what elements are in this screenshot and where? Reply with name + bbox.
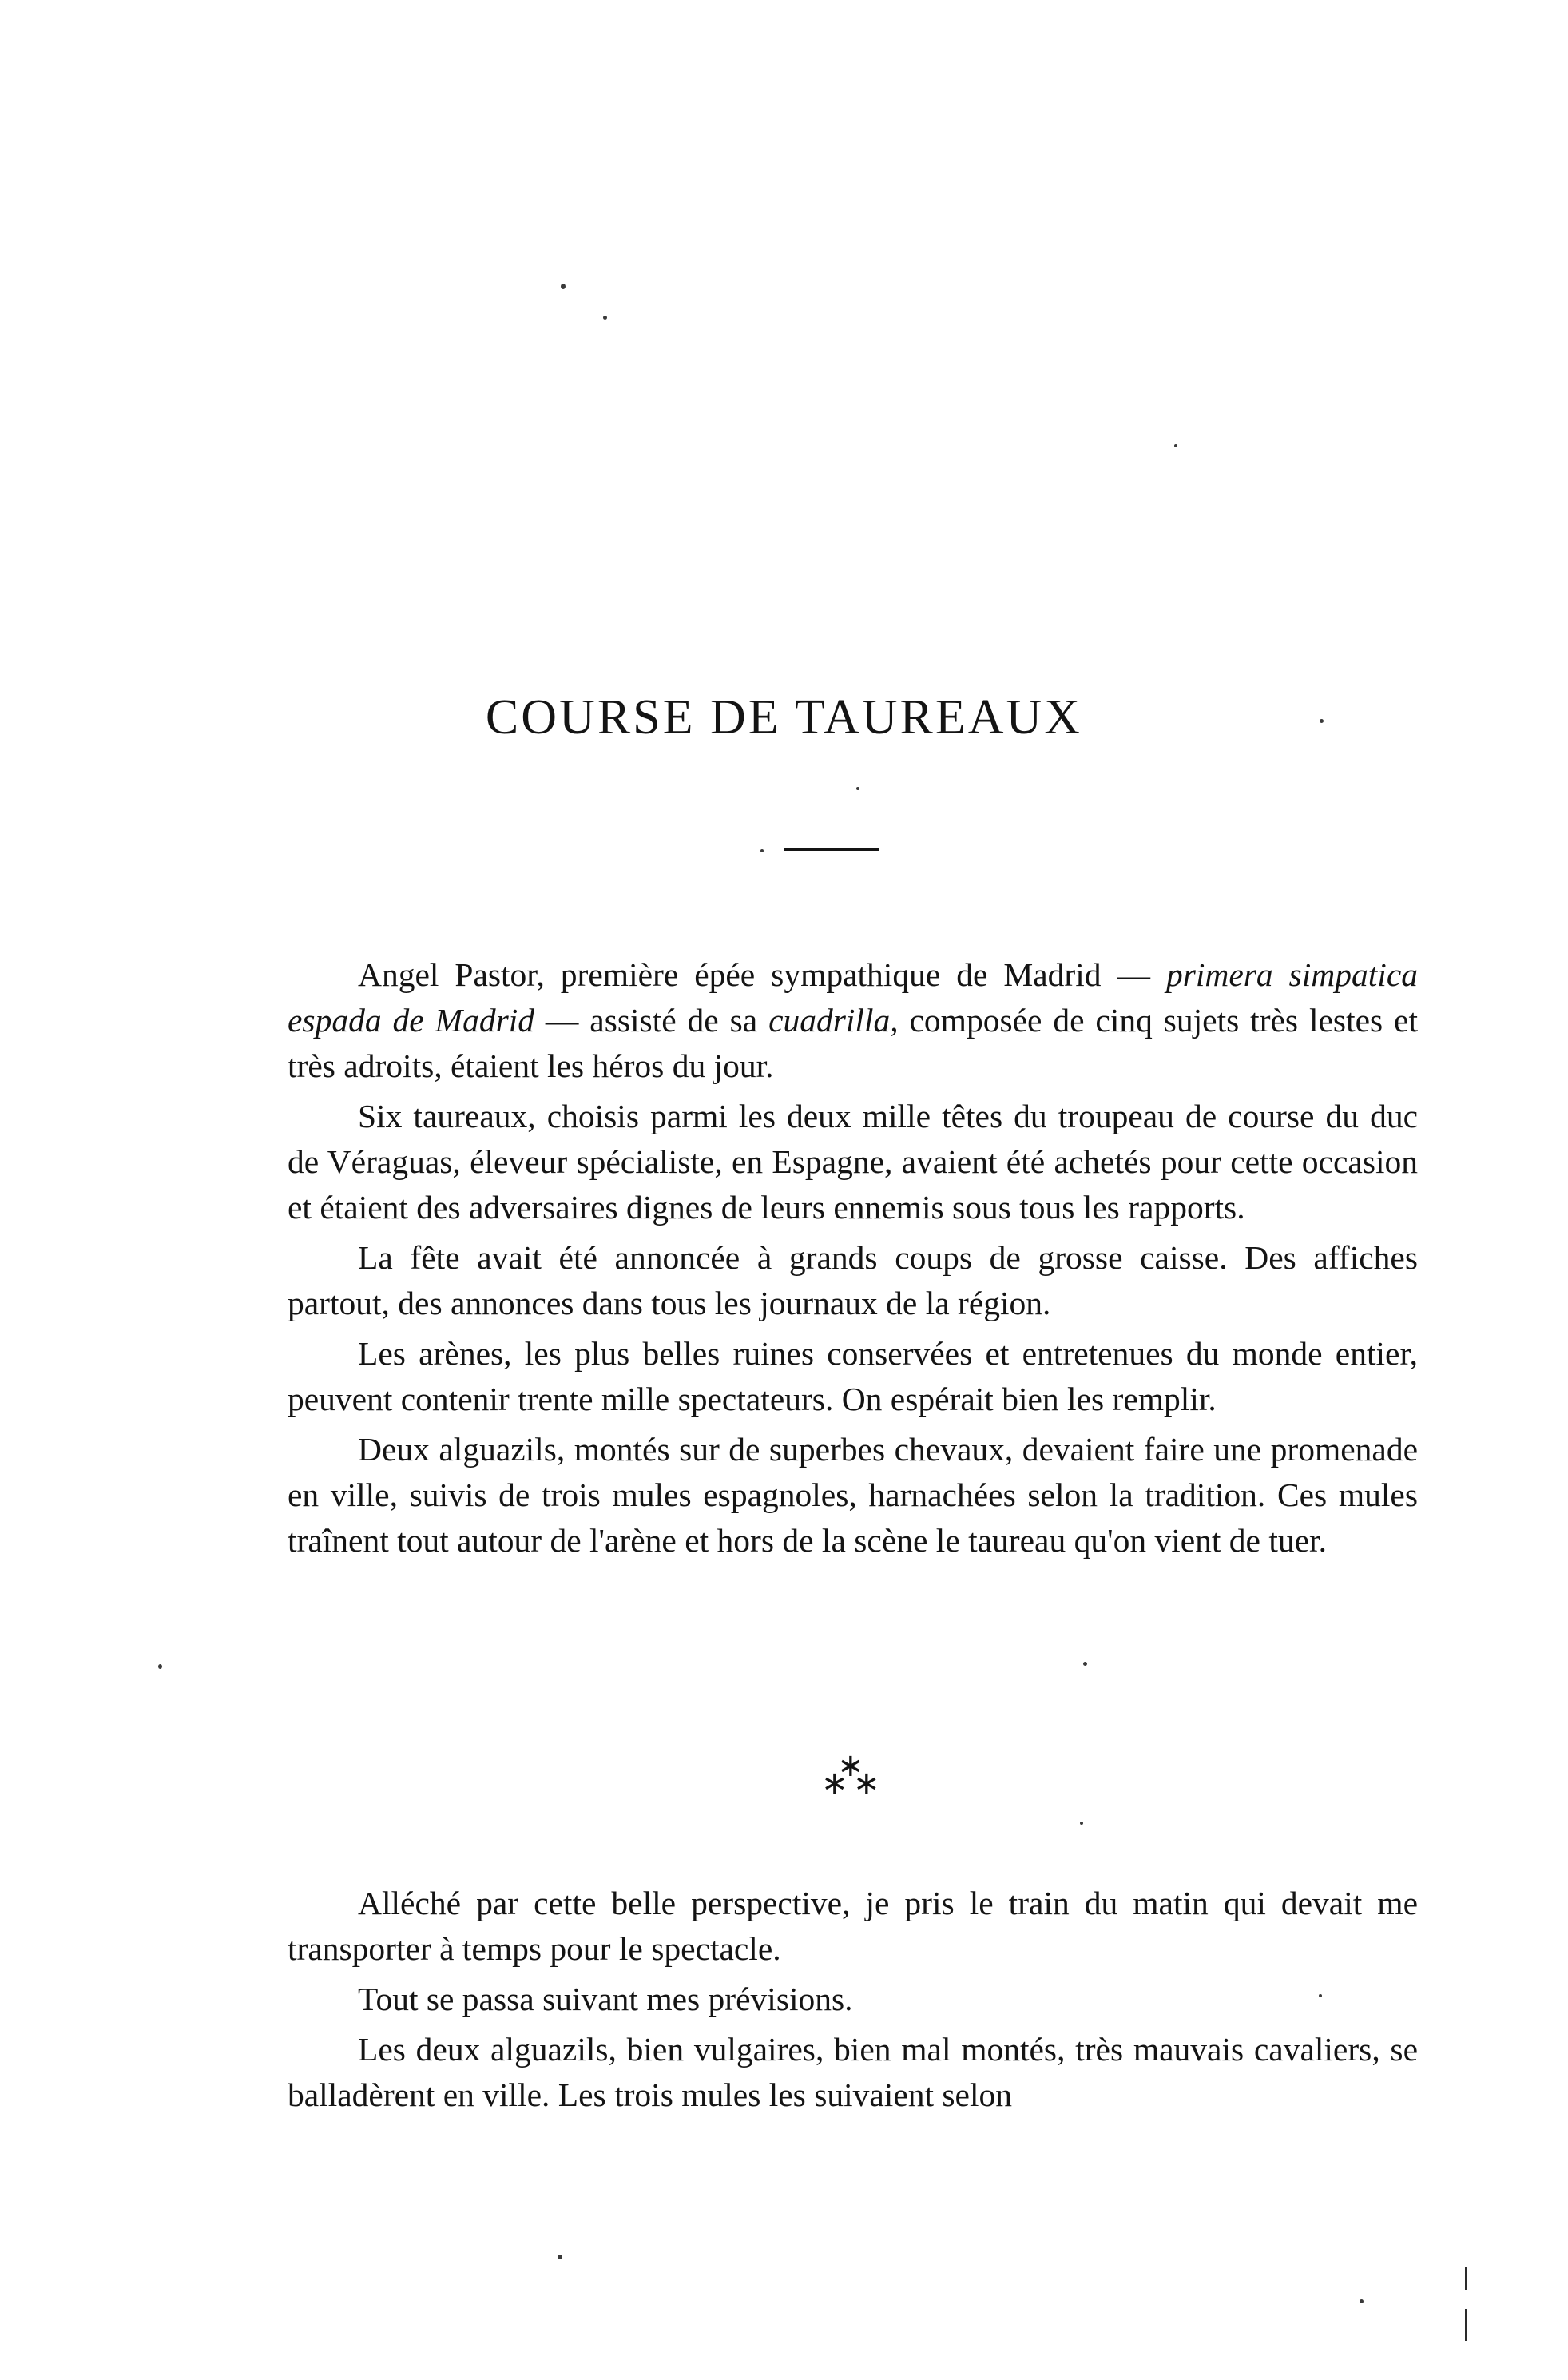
- paragraph-1-italic-a: primera simpatica espada de Madrid: [288, 956, 1418, 1039]
- star-top: ∗: [837, 1747, 864, 1784]
- speck: [856, 787, 859, 790]
- speck: [561, 284, 566, 289]
- paragraph-6: Alléché par cette belle perspective, je pris le train du matin qui devait me transporter à temps pour le spectacle.: [288, 1885, 1418, 1967]
- scan-edge-mark: [1465, 2267, 1467, 2290]
- speck: [1080, 1822, 1083, 1825]
- speck: [760, 849, 764, 852]
- scan-edge-mark: [1465, 2309, 1467, 2341]
- paragraph-3: La fête avait été annoncée à grands coups de grosse caisse. Des affiches partout, des annonces dans tous les journaux de la région.: [288, 1239, 1418, 1321]
- title-rule: [784, 848, 879, 851]
- paragraph-1: [288, 952, 1418, 1089]
- speck: [1083, 1662, 1087, 1666]
- star-right: ∗: [853, 1765, 880, 1802]
- speck: [158, 1664, 162, 1669]
- speck: [1320, 719, 1324, 723]
- speck: [1174, 444, 1177, 447]
- paragraph-1-italic-b: cuadrilla,: [768, 1002, 899, 1039]
- speck: [1319, 1994, 1322, 1997]
- paragraph-1-text-b: — assisté de sa: [545, 1002, 758, 1039]
- speck: [603, 316, 607, 320]
- chapter-title: COURSE DE TAUREAUX: [485, 690, 1083, 745]
- paragraph-7: Tout se passa suivant mes prévisions.: [358, 1981, 853, 2017]
- paragraph-4: Les arènes, les plus belles ruines conservées et entretenues du monde entier, peuvent contenir trente mille spectateurs. On espérait bien les remplir.: [288, 1335, 1418, 1417]
- paragraph-1-text-c: composée de cinq sujets très lestes et très adroits, étaient les héros du jour.: [288, 1002, 1419, 1084]
- star-left: ∗: [821, 1765, 848, 1802]
- speck: [1360, 2299, 1364, 2303]
- paragraph-8: Les deux alguazils, bien vulgaires, bien mal montés, très mauvais cavaliers, se balladèrent en ville. Les trois mules les suivaient selon: [288, 2031, 1418, 2113]
- paragraph-5: Deux alguazils, montés sur de superbes chevaux, devaient faire une promenade en ville, suivis de trois mules espagnoles, harnachées selon la tradition. Ces mules traînent tout autour de l'arène et hors de la scène le taureau qu'on vient de tuer.: [288, 1431, 1418, 1559]
- paragraph-2: Six taureaux, choisis parmi les deux mille têtes du troupeau de course du duc de Véraguas, éleveur spécialiste, en Espagne, avaient été achetés pour cette occasion et étaient des adversaires dignes de leurs ennemis sous tous les rapports.: [288, 1098, 1418, 1226]
- paragraph-1-text-a: Angel Pastor, première épée sympathique de Madrid —: [358, 956, 1150, 993]
- text-block-2: [288, 1881, 1418, 2118]
- text-block-1: [288, 952, 1418, 1563]
- speck: [558, 2255, 562, 2259]
- section-divider-stars: [815, 1747, 887, 1806]
